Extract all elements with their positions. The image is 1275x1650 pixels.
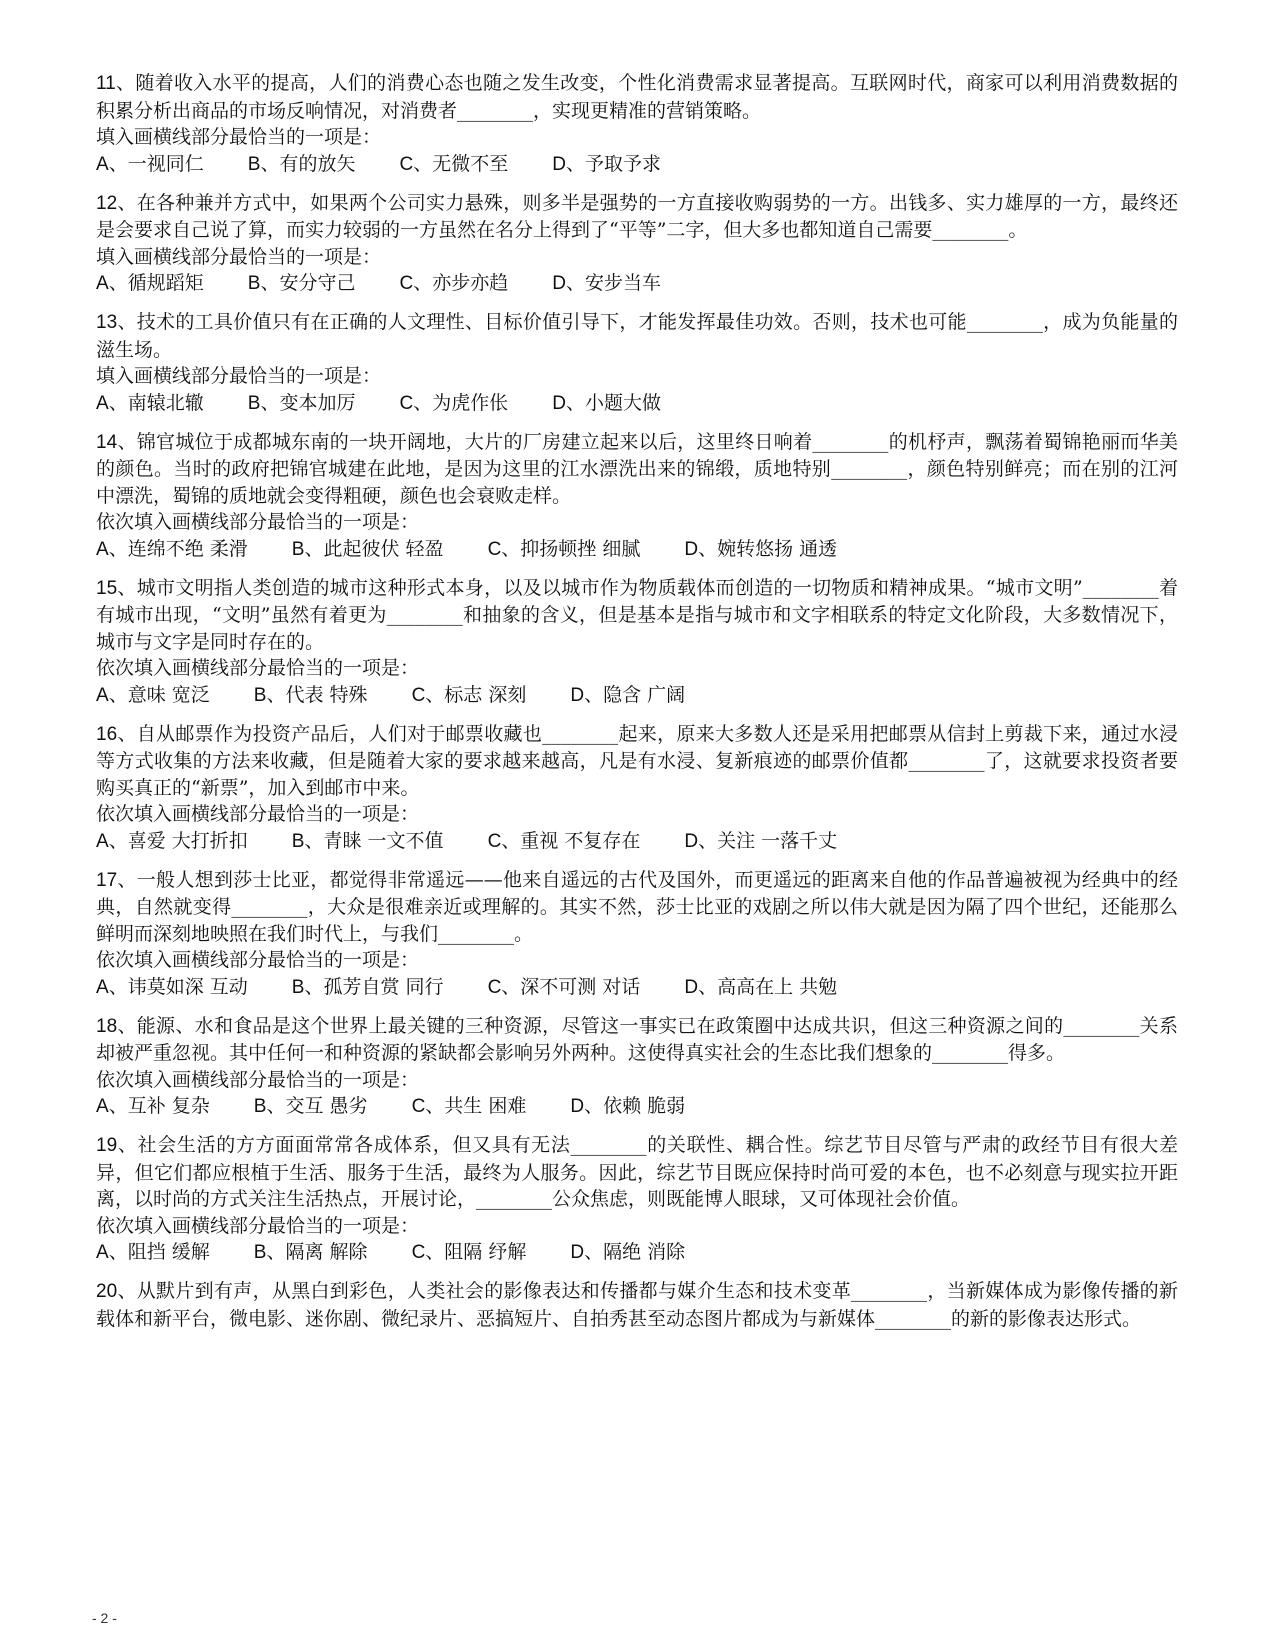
question-18 <box>96 1013 1178 1121</box>
question-text <box>96 190 1178 244</box>
option-a: A、连绵不绝 柔滑 <box>96 537 248 560</box>
options-row <box>96 682 1178 709</box>
option-a: A、喜爱 大打折扣 <box>96 829 248 852</box>
option-b: B、此起彼伏 轻盈 <box>291 537 444 560</box>
question-text <box>96 1132 1178 1213</box>
question-body: 、随着收入水平的提高，人们的消费心态也随之发生改变，个性化消费需求显著提高。互联网时代，商家可以利用消费数据的积累分析出商品的市场反响情况，对消费者________，实现更精准的营销策略。 <box>96 72 1178 122</box>
option-d: D、安步当车 <box>552 272 662 294</box>
question-text <box>96 1278 1178 1332</box>
option-b: B、隔离 解除 <box>253 1241 368 1263</box>
options-row <box>96 151 1178 178</box>
option-c: C、重视 不复存在 <box>487 829 641 852</box>
question-number: 13 <box>96 312 118 333</box>
option-a: A、一视同仁 <box>96 152 204 175</box>
question-text <box>96 1013 1178 1067</box>
question-number: 18 <box>96 1015 118 1037</box>
option-d: D、关注 一落千丈 <box>684 829 838 852</box>
option-b: B、变本加厉 <box>247 391 356 414</box>
option-a: A、意味 宽泛 <box>96 683 210 706</box>
option-a: A、阻挡 缓解 <box>96 1241 210 1263</box>
option-a: A、互补 复杂 <box>96 1095 210 1117</box>
question-15 <box>96 575 1178 709</box>
option-c: C、阻隔 纾解 <box>411 1241 527 1263</box>
page-number: - 2 - <box>92 1610 117 1626</box>
question-text <box>96 867 1178 948</box>
question-number: 20 <box>96 1281 118 1302</box>
question-20 <box>96 1278 1178 1332</box>
question-prompt: 依次填入画横线部分最恰当的一项是： <box>96 949 420 971</box>
question-prompt: 填入画横线部分最恰当的一项是： <box>96 365 382 387</box>
question-number: 17 <box>96 869 118 891</box>
question-body: 、技术的工具价值只有在正确的人文理性、目标价值引导下，才能发挥最佳功效。否则，技术也可能________，成为负能量的滋生场。 <box>96 311 1178 361</box>
question-prompt: 依次填入画横线部分最恰当的一项是： <box>96 803 420 825</box>
question-prompt: 依次填入画横线部分最恰当的一项是： <box>96 511 420 533</box>
question-body: 、社会生活的方方面面常常各成体系，但又具有无法________的关联性、耦合性。综艺节目尽管与严肃的政经节目有很大差异，但它们都应根植于生活、服务于生活，最终为人服务。因此，综艺节目既应保持时尚可爱的本色，也不必刻意与现实拉开距离，以时尚的方式关注生活热点，开展讨论，________公众焦虑，则既能博人眼球，又可体现社会价值。 <box>96 1134 1178 1210</box>
option-b: B、交互 愚劣 <box>253 1095 368 1117</box>
option-c: C、为虎作伥 <box>399 391 509 414</box>
option-d: D、予取予求 <box>552 152 662 175</box>
option-c: C、深不可测 对话 <box>487 975 641 998</box>
option-b: B、安分守己 <box>247 272 356 294</box>
option-a: A、讳莫如深 互动 <box>96 975 248 998</box>
question-body: 、从默片到有声，从黑白到彩色，人类社会的影像表达和传播都与媒介生态和技术变革________，当新媒体成为影像传播的新载体和新平台，微电影、迷你剧、微纪录片、恶搞短片、自拍秀甚至动态图片都成为与新媒体________的新的影像表达形式。 <box>96 1280 1178 1330</box>
question-13 <box>96 309 1178 417</box>
option-d: D、高高在上 共勉 <box>684 975 838 998</box>
option-c: C、标志 深刻 <box>411 683 527 706</box>
option-a: A、循规蹈矩 <box>96 272 204 294</box>
question-number: 11 <box>96 73 116 94</box>
question-number: 16 <box>96 723 118 745</box>
document-page <box>96 70 1178 1344</box>
question-number: 19 <box>96 1135 118 1156</box>
option-c: C、抑扬顿挫 细腻 <box>487 537 641 560</box>
question-17 <box>96 867 1178 1001</box>
question-number: 12 <box>96 192 118 214</box>
question-body: 、在各种兼并方式中，如果两个公司实力悬殊，则多半是强势的一方直接收购弱势的一方。出钱多、实力雄厚的一方，最终还是会要求自己说了算，而实力较弱的一方虽然在名分上得到了“平等”二字，但大多也都知道自己需要________。 <box>96 191 1178 241</box>
question-prompt: 填入画横线部分最恰当的一项是： <box>96 126 382 148</box>
question-11 <box>96 70 1178 178</box>
question-text <box>96 70 1178 124</box>
question-text <box>96 429 1178 510</box>
question-body: 、城市文明指人类创造的城市这种形式本身，以及以城市作为物质载体而创造的一切物质和精神成果。“城市文明”________着有城市出现，“文明”虽然有着更为________和抽象的含义，但是基本是指与城市和文字相联系的特定文化阶段，大多数情况下，城市与文字是同时存在的。 <box>96 576 1178 653</box>
question-number: 14 <box>96 431 118 453</box>
option-b: B、代表 特殊 <box>253 683 368 706</box>
question-19 <box>96 1132 1178 1266</box>
question-text <box>96 575 1178 656</box>
options-row <box>96 270 1178 297</box>
options-row <box>96 1093 1178 1120</box>
option-a: A、南辕北辙 <box>96 391 204 414</box>
question-number: 15 <box>96 577 118 599</box>
question-text <box>96 309 1178 363</box>
question-prompt: 填入画横线部分最恰当的一项是： <box>96 245 382 268</box>
question-body: 、锦官城位于成都城东南的一块开阔地，大片的厂房建立起来以后，这里终日响着________的机杼声，飘荡着蜀锦艳丽而华美的颜色。当时的政府把锦官城建在此地，是因为这里的江水漂洗出来的锦缎，质地特别________，颜色特别鲜亮；而在别的江河中漂洗，蜀锦的质地就会变得粗硬，颜色也会衰败走样。 <box>96 430 1178 507</box>
question-text <box>96 721 1178 802</box>
question-prompt: 依次填入画横线部分最恰当的一项是： <box>96 657 420 679</box>
option-d: D、隔绝 消除 <box>570 1241 686 1263</box>
option-b: B、孤芳自赏 同行 <box>291 975 444 998</box>
question-14 <box>96 429 1178 563</box>
options-row <box>96 828 1178 855</box>
option-c: C、亦步亦趋 <box>399 272 509 294</box>
question-body: 、能源、水和食品是这个世界上最关键的三种资源，尽管这一事实已在政策圈中达成共识，但这三种资源之间的________关系却被严重忽视。其中任何一和种资源的紧缺都会影响另外两种。这使得真实社会的生态比我们想象的________得多。 <box>96 1014 1178 1064</box>
options-row <box>96 390 1178 417</box>
question-12 <box>96 190 1178 298</box>
option-d: D、婉转悠扬 通透 <box>684 537 838 560</box>
option-d: D、隐含 广阔 <box>570 683 686 706</box>
option-c: C、无微不至 <box>399 152 509 175</box>
options-row <box>96 536 1178 563</box>
option-d: D、依赖 脆弱 <box>570 1095 686 1117</box>
question-prompt: 依次填入画横线部分最恰当的一项是： <box>96 1068 420 1091</box>
question-body: 、一般人想到莎士比亚，都觉得非常遥远——他来自遥远的古代及国外，而更遥远的距离来自他的作品普遍被视为经典中的经典，自然就变得________，大众是很难亲近或理解的。其实不然，莎士比亚的戏剧之所以伟大就是因为隔了四个世纪，还能那么鲜明而深刻地映照在我们时代上，与我们________。 <box>96 868 1178 945</box>
question-16 <box>96 721 1178 855</box>
options-row <box>96 974 1178 1001</box>
question-body: 、自从邮票作为投资产品后，人们对于邮票收藏也________起来，原来大多数人还是采用把邮票从信封上剪裁下来，通过水浸等方式收集的方法来收藏，但是随着大家的要求越来越高，凡是有水浸、复新痕迹的邮票价值都________了，这就要求投资者要购买真正的“新票”，加入到邮市中来。 <box>96 722 1178 799</box>
question-prompt: 依次填入画横线部分最恰当的一项是： <box>96 1214 420 1237</box>
option-d: D、小题大做 <box>552 391 662 414</box>
option-c: C、共生 困难 <box>411 1095 527 1117</box>
options-row <box>96 1239 1178 1266</box>
option-b: B、青睐 一文不值 <box>291 829 444 852</box>
option-b: B、有的放矢 <box>247 152 356 175</box>
